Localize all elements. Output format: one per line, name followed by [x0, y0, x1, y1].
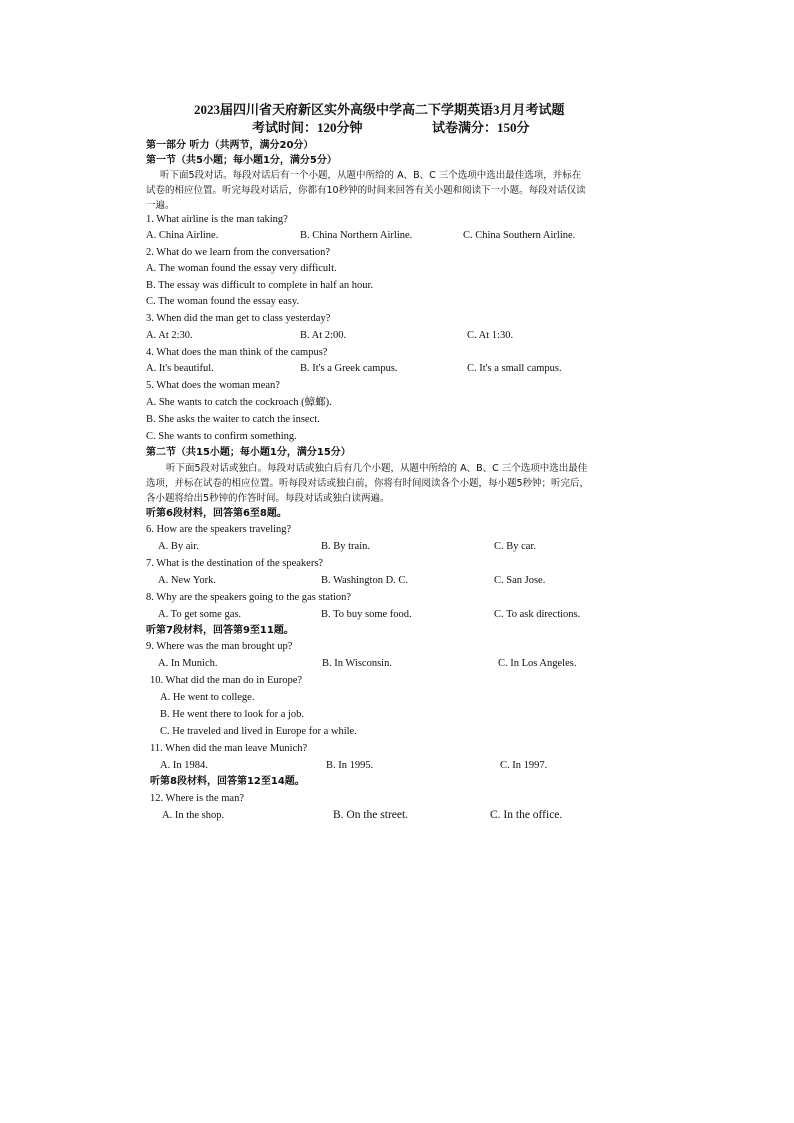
question-4: 4. What does the man think of the campus? [146, 347, 328, 358]
section1-instruction-3: 一遍。 [146, 200, 175, 211]
q11-option-a: A. In 1984. [160, 760, 208, 771]
q3-option-b: B. At 2:00. [300, 330, 347, 341]
question-10: 10. What did the man do in Europe? [150, 675, 303, 686]
question-12: 12. Where is the man? [150, 793, 244, 804]
q12-option-c: C. In the office. [490, 809, 563, 821]
q4-option-c: C. It's a small campus. [467, 363, 562, 374]
q8-option-c: C. To ask directions. [494, 609, 581, 620]
q6-option-c: C. By car. [494, 541, 536, 552]
q5-option-a: A. She wants to catch the cockroach (蟑螂). [146, 397, 332, 408]
q8-option-a: A. To get some gas. [158, 609, 242, 620]
material-8-heading: 听第8段材料，回答第12至14题。 [150, 776, 305, 787]
material-7-heading: 听第7段材料，回答第9至11题。 [146, 625, 294, 636]
q9-option-a: A. In Munich. [158, 658, 218, 669]
q1-option-b: B. China Northern Airline. [300, 230, 413, 241]
q1-option-a: A. China Airline. [146, 230, 219, 241]
q11-option-b: B. In 1995. [326, 760, 374, 771]
q4-option-b: B. It's a Greek campus. [300, 363, 398, 374]
question-8: 8. Why are the speakers going to the gas station? [146, 592, 352, 603]
exam-time: 考试时间：120分钟 [252, 120, 363, 135]
question-2: 2. What do we learn from the conversation? [146, 247, 331, 258]
section1-heading: 第一节（共5小题；每小题1分，满分5分） [146, 155, 337, 166]
q9-option-b: B. In Wisconsin. [322, 658, 392, 669]
q12-option-b: B. On the street. [333, 809, 409, 821]
q2-option-c: C. The woman found the essay easy. [146, 296, 300, 307]
full-score: 试卷满分：150分 [432, 120, 530, 135]
question-11: 11. When did the man leave Munich? [150, 743, 308, 754]
exam-title: 2023届四川省天府新区实外高级中学高二下学期英语3月月考试题 [194, 102, 565, 117]
question-1: 1. What airline is the man taking? [146, 214, 288, 225]
material-6-heading: 听第6段材料，回答第6至8题。 [146, 508, 287, 519]
q7-option-c: C. San Jose. [494, 575, 546, 586]
section2-heading: 第二节（共15小题；每小题1分，满分15分） [146, 447, 351, 458]
q4-option-a: A. It's beautiful. [146, 363, 214, 374]
q8-option-b: B. To buy some food. [321, 609, 412, 620]
section2-instruction-1: 听下面5段对话或独白。每段对话或独白后有几个小题，从题中所给的 A、B、C 三个选项中选出最佳 [166, 463, 588, 474]
q7-option-b: B. Washington D. C. [321, 575, 409, 586]
question-3: 3. When did the man get to class yesterday? [146, 313, 331, 324]
q5-option-b: B. She asks the waiter to catch the insect. [146, 414, 320, 425]
question-5: 5. What does the woman mean? [146, 380, 280, 391]
part1-heading: 第一部分 听力（共两节，满分20分） [146, 140, 314, 151]
section2-instruction-3: 各小题将给出5秒钟的作答时间。每段对话或独白读两遍。 [146, 493, 390, 504]
q7-option-a: A. New York. [158, 575, 217, 586]
q2-option-a: A. The woman found the essay very difficult. [146, 263, 337, 274]
q10-option-a: A. He went to college. [160, 692, 255, 703]
section1-instruction-2: 试卷的相应位置。听完每段对话后，你都有10秒钟的时间来回答有关小题和阅读下一小题。每段对话仅读 [146, 185, 586, 196]
q3-option-c: C. At 1:30. [467, 330, 514, 341]
question-9: 9. Where was the man brought up? [146, 641, 293, 652]
q6-option-a: A. By air. [158, 541, 199, 552]
q10-option-c: C. He traveled and lived in Europe for a while. [160, 726, 357, 737]
question-7: 7. What is the destination of the speakers? [146, 558, 324, 569]
q1-option-c: C. China Southern Airline. [463, 230, 576, 241]
section1-instruction-1: 听下面5段对话。每段对话后有一个小题，从题中所给的 A、B、C 三个选项中选出最佳选项，并标在 [160, 170, 582, 181]
q2-option-b: B. The essay was difficult to complete in half an hour. [146, 280, 374, 291]
q3-option-a: A. At 2:30. [146, 330, 193, 341]
question-6: 6. How are the speakers traveling? [146, 524, 292, 535]
q10-option-b: B. He went there to look for a job. [160, 709, 305, 720]
q9-option-c: C. In Los Angeles. [498, 658, 577, 669]
q6-option-b: B. By train. [321, 541, 370, 552]
q12-option-a: A. In the shop. [162, 810, 225, 821]
q5-option-c: C. She wants to confirm something. [146, 431, 297, 442]
q11-option-c: C. In 1997. [500, 760, 548, 771]
section2-instruction-2: 选项，并标在试卷的相应位置。听每段对话或独白前，你将有时间阅读各个小题，每小题5秒钟；听完后， [146, 478, 590, 489]
